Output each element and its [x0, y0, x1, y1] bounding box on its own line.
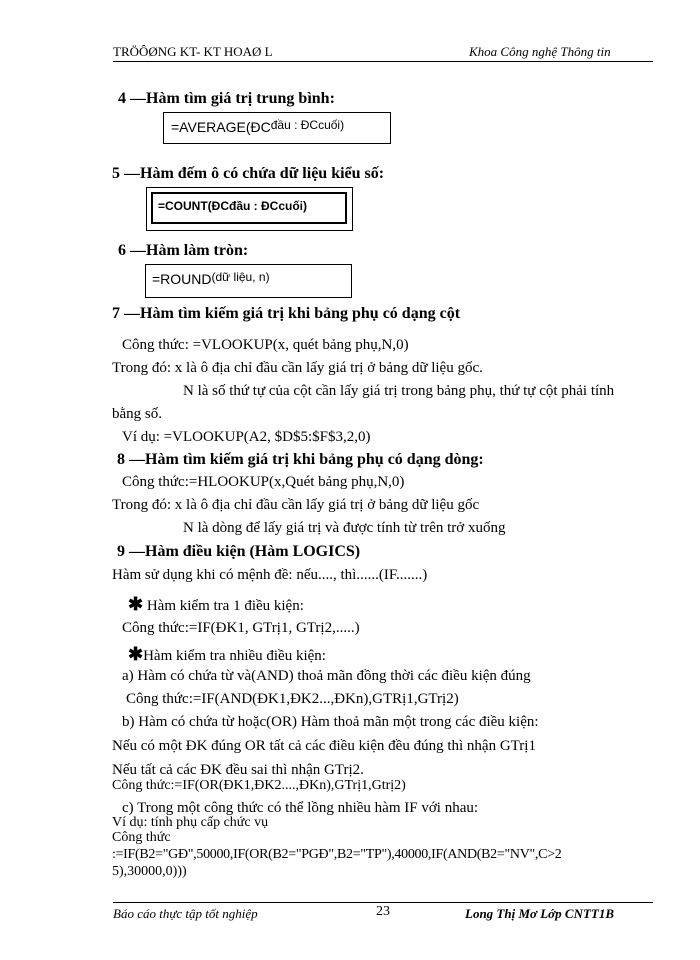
count-formula: =COUNT(ĐCđầu : ĐCcuối) [158, 199, 307, 213]
footer-left: Báo cáo thực tập tốt nghiệp [113, 906, 258, 921]
if-or-desc: b) Hàm có chứa từ hoặc(OR) Hàm thoả mãn một trong các điều kiện: [122, 714, 539, 730]
average-formula: =AVERAGE(ĐCđầu : ĐCcuối) [171, 118, 345, 135]
asterisk-icon: ✱ [128, 644, 144, 664]
hlookup-formula: Công thức:=HLOOKUP(x,Quét bảng phụ,N,0) [122, 474, 405, 490]
if-nested-formula: :=IF(B2="GĐ",50000,IF(OR(B2="PGĐ",B2="TP"),40000,IF(AND(B2="NV",C>2 [112, 847, 562, 862]
footer-right: Long Thị Mơ Lớp CNTT1B [465, 906, 615, 921]
if-or-formula: Công thức:=IF(OR(ĐK1,ĐK2....,ĐKn),GTrị1,Gtrị2) [112, 778, 406, 793]
section-8-heading: 8 —Hàm tìm kiếm giá trị khi bảng phụ có dạng dòng: [117, 451, 484, 468]
if-nested-example: Ví dụ: tính phụ cấp chức vụ [112, 815, 269, 830]
section-5-heading: 5 —Hàm đếm ô có chứa dữ liệu kiểu số: [112, 165, 385, 182]
vlookup-where-n: N là số thứ tự của cột cần lấy giá trị trong bảng phụ, thứ tự cột phải tính [183, 383, 615, 399]
hlookup-where-x: Trong đó: x là ô địa chỉ đầu cần lấy giá trị ở bảng dữ liệu gốc [112, 497, 480, 513]
vlookup-where-n-cont: bằng số. [112, 406, 162, 422]
if-multi-condition: ✱Hàm kiểm tra nhiều điều kiện: [128, 644, 326, 664]
if-and-formula: Công thức:=IF(AND(ĐK1,ĐK2...,ĐKn),GTRị1,GTrị2) [126, 691, 459, 707]
header-left: TRÖÔØNG KT- KT HOAØ L [113, 44, 273, 59]
vlookup-example: Ví dụ: =VLOOKUP(A2, $D$5:$F$3,2,0) [122, 429, 371, 445]
page-number: 23 [376, 904, 390, 919]
if-nested-formula-label: Công thức [112, 830, 171, 845]
round-formula: =ROUND(dữ liệu, n) [152, 270, 270, 287]
if-nested-desc: c) Trong một công thức có thể lồng nhiều hàm IF với nhau: [122, 800, 479, 816]
section-9-heading: 9 —Hàm điều kiện (Hàm LOGICS) [117, 543, 361, 560]
if-or-false: Nếu tất cả các ĐK đều sai thì nhận GTrị2. [112, 762, 364, 778]
header-rule [113, 61, 653, 62]
if-single-condition: ✱ Hàm kiểm tra 1 điều kiện: [128, 594, 304, 614]
vlookup-where-x: Trong đó: x là ô địa chỉ đầu cần lấy giá trị ở bảng dữ liệu gốc. [112, 360, 483, 376]
vlookup-formula: Công thức: =VLOOKUP(x, quét bảng phụ,N,0) [122, 337, 409, 353]
if-and-desc: a) Hàm có chứa từ và(AND) thoả mãn đồng thời các điều kiện đúng [122, 668, 531, 684]
footer-rule [113, 902, 653, 903]
section-7-heading: 7 —Hàm tìm kiếm giá trị khi bảng phụ có dạng cột [112, 305, 461, 322]
if-intro: Hàm sử dụng khi có mệnh đề: nếu...., thì......(IF.......) [112, 567, 428, 583]
section-4-heading: 4 —Hàm tìm giá trị trung bình: [118, 90, 335, 107]
if-or-true: Nếu có một ĐK đúng OR tất cả các điều kiện đều đúng thì nhận GTrị1 [112, 738, 536, 754]
asterisk-icon: ✱ [128, 594, 144, 614]
if-nested-formula-cont: 5),30000,0))) [112, 864, 187, 879]
hlookup-where-n: N là dòng để lấy giá trị và được tính từ trên trở xuống [183, 520, 506, 536]
header-right: Khoa Công nghệ Thông tin [469, 44, 611, 59]
if-single-formula: Công thức:=IF(ĐK1, GTrị1, GTrị2,.....) [122, 620, 360, 636]
section-6-heading: 6 —Hàm làm tròn: [118, 242, 249, 259]
